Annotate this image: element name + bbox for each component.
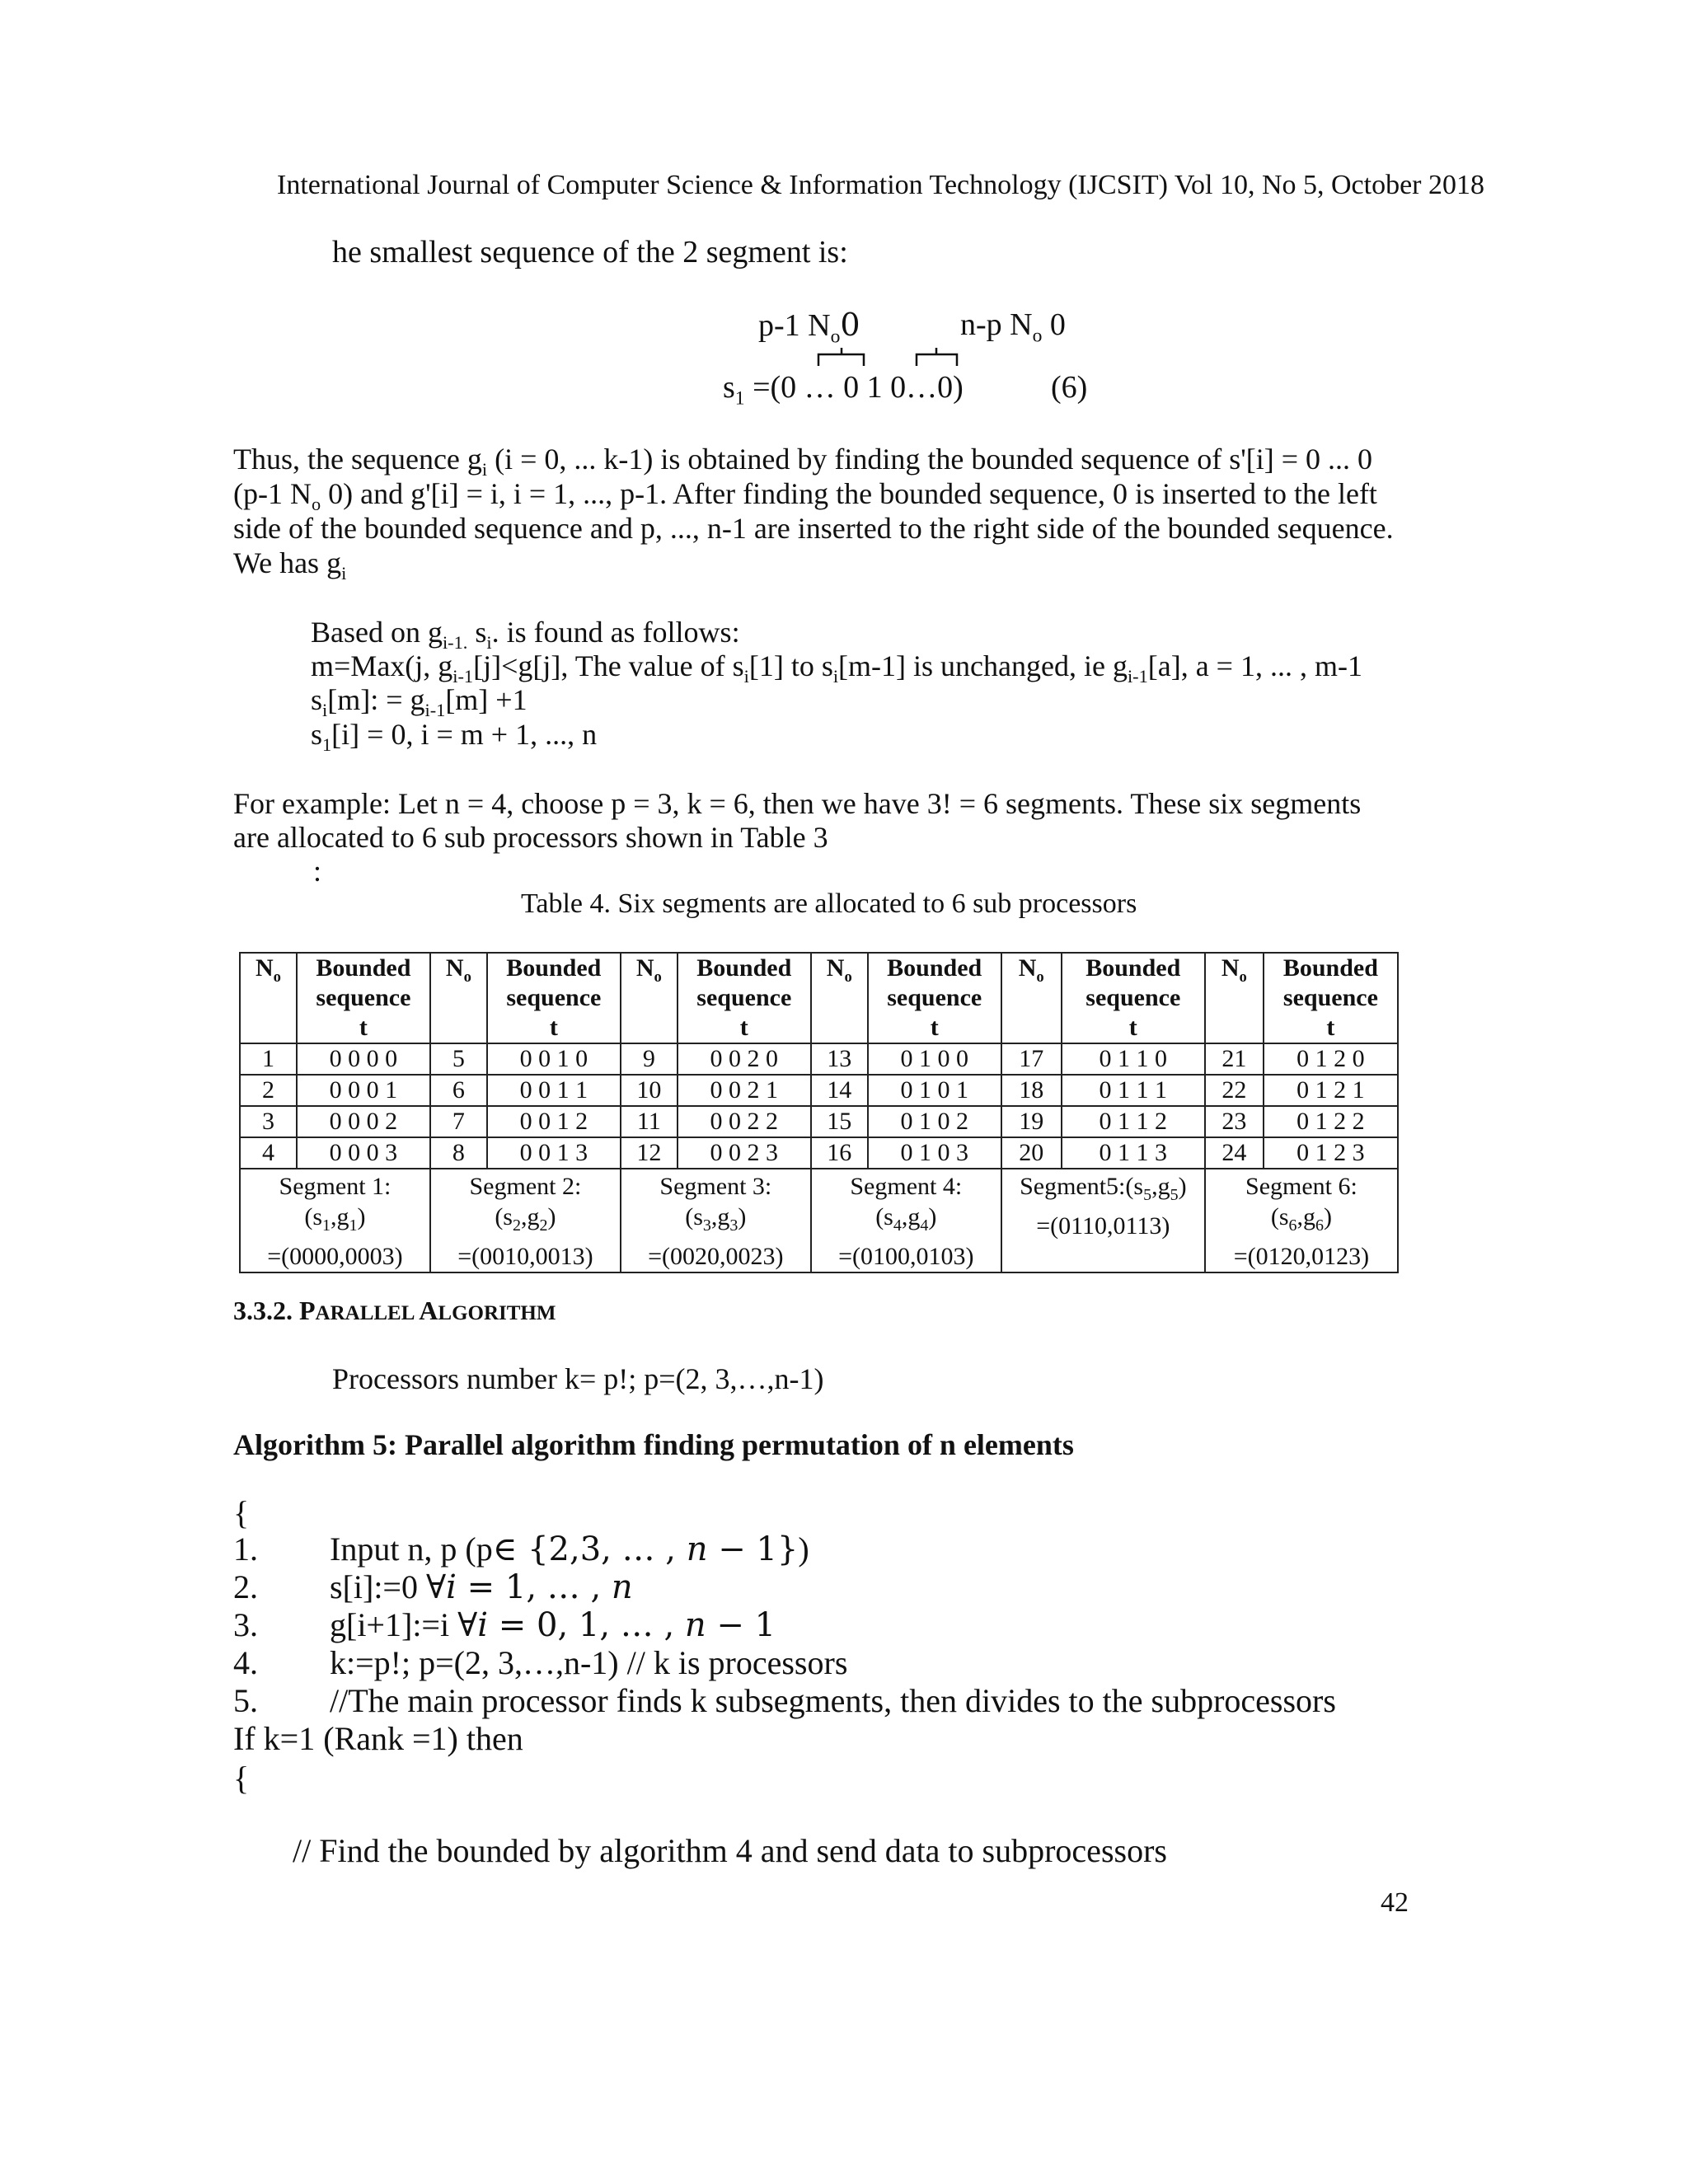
table-cell: 15 xyxy=(811,1106,868,1137)
header-bounded-sequence: Bounded sequence t xyxy=(297,953,430,1043)
segment-cell-3: Segment 3: $(s_3,g_3)$ =(0020,0023) xyxy=(621,1169,811,1272)
table-cell: 22 xyxy=(1205,1075,1264,1106)
based-line: Based on $g_{i-1.}$ $s_i$. is found as follows: xyxy=(311,616,740,654)
header-no: $N_o$ xyxy=(621,953,678,1043)
table-cell: 0 1 1 2 xyxy=(1062,1106,1205,1137)
step-number: 2. xyxy=(233,1568,258,1605)
table-cell: 0 0 2 2 xyxy=(678,1106,811,1137)
table-cell: 20 xyxy=(1001,1137,1062,1169)
table-cell: 11 xyxy=(621,1106,678,1137)
table-cell: 0 0 0 1 xyxy=(297,1075,430,1106)
section-heading: 3.3.2. PARALLEL ALGORITHM xyxy=(233,1296,556,1325)
step-text: //The main processor finds k subsegments, then divides to the subprocessors xyxy=(330,1682,1336,1719)
table-cell: 21 xyxy=(1205,1043,1264,1075)
table-cell: 0 0 0 3 xyxy=(297,1137,430,1169)
header-no: $N_o$ xyxy=(240,953,297,1043)
table-cell: 0 1 0 3 xyxy=(868,1137,1001,1169)
table-cell: 3 xyxy=(240,1106,297,1137)
segment-cell-2: Segment 2: $(s_2,g_2)$ =(0010,0013) xyxy=(430,1169,621,1272)
header-bounded-sequence: Bounded sequence t xyxy=(678,953,811,1043)
table-cell: 13 xyxy=(811,1043,868,1075)
header-bounded-sequence: Bounded sequence t xyxy=(868,953,1001,1043)
table-cell: 16 xyxy=(811,1137,868,1169)
table-cell: 0 1 1 0 xyxy=(1062,1043,1205,1075)
step-text: k:=p!; p=(2, 3,…,n-1) // k is processors xyxy=(330,1644,848,1681)
step-text: Input n, p (p∈ {2,3, … , n − 1}) xyxy=(330,1530,809,1568)
table-cell: 2 xyxy=(240,1075,297,1106)
step-number: 3. xyxy=(233,1606,258,1643)
table-cell: 0 0 0 2 xyxy=(297,1106,430,1137)
intro-line: he smallest sequence of the 2 segment is: xyxy=(332,235,848,269)
open-brace-2: { xyxy=(233,1760,250,1797)
step-text: g[i+1]:=i ∀i = 0, 1, … , n − 1 xyxy=(330,1606,776,1644)
table-row xyxy=(240,1043,1398,1075)
table-cell: 0 1 2 1 xyxy=(1264,1075,1398,1106)
table-cell: 0 0 0 0 xyxy=(297,1043,430,1075)
table-row xyxy=(240,1106,1398,1137)
brace-label-right: n-p $N_o$ 0 xyxy=(960,307,1066,347)
step-number: 5. xyxy=(233,1682,258,1719)
equation-body: $s_1 =(0$ … 0 1 0…0) xyxy=(723,370,964,410)
table-cell: 18 xyxy=(1001,1075,1062,1106)
journal-header: International Journal of Computer Science & Information Technology (IJCSIT) Vol 10, No 5, October 2018 xyxy=(277,170,1485,200)
open-brace: { xyxy=(233,1494,250,1531)
table-cell: 12 xyxy=(621,1137,678,1169)
table-cell: 0 0 2 1 xyxy=(678,1075,811,1106)
equation-number: (6) xyxy=(1051,370,1088,405)
algorithm-title: Algorithm 5: Parallel algorithm finding permutation of n elements xyxy=(233,1428,1074,1461)
header-bounded-sequence: Bounded sequence t xyxy=(487,953,621,1043)
table-cell: 19 xyxy=(1001,1106,1062,1137)
table-cell: 5 xyxy=(430,1043,487,1075)
brace-marks xyxy=(814,344,971,369)
header-no: $N_o$ xyxy=(430,953,487,1043)
header-no: $N_o$ xyxy=(1205,953,1264,1043)
segment-cell-1: Segment 1: $(s_1,g_1)$ =(0000,0003) xyxy=(240,1169,430,1272)
table-cell: 0 1 1 3 xyxy=(1062,1137,1205,1169)
table-caption: Table 4. Six segments are allocated to 6 sub processors xyxy=(521,888,1137,919)
table-cell: 23 xyxy=(1205,1106,1264,1137)
brace-label-left: p-1 $N_o0$ xyxy=(758,307,860,348)
page-number: 42 xyxy=(1381,1887,1409,1918)
segment-cell-4: Segment 4: $(s_4,g_4)$ =(0100,0103) xyxy=(811,1169,1001,1272)
header-no: $N_o$ xyxy=(811,953,868,1043)
processors-line: Processors number k= p!; p=(2, 3,…,n-1) xyxy=(332,1362,824,1395)
based-line: $s_1[i] = 0$, i = m + 1, ..., n xyxy=(311,718,598,756)
table-cell: 10 xyxy=(621,1075,678,1106)
based-line: $s_i[m]$: = $g_{i-1}[m] +1$ xyxy=(311,683,528,721)
table-cell: 9 xyxy=(621,1043,678,1075)
table-cell: 0 0 1 3 xyxy=(487,1137,621,1169)
table-cell: 0 0 2 3 xyxy=(678,1137,811,1169)
para-line: (p-1 $N_o$ 0) and g'[i] = i, i = 1, ..., p-1. After finding the bounded sequence, 0 is inserted to the left xyxy=(233,477,1377,515)
table-cell: 24 xyxy=(1205,1137,1264,1169)
table-header-row xyxy=(240,953,1398,1043)
header-no: $N_o$ xyxy=(1001,953,1062,1043)
table-cell: 17 xyxy=(1001,1043,1062,1075)
step-number: 4. xyxy=(233,1644,258,1681)
header-bounded-sequence: Bounded sequence t xyxy=(1062,953,1205,1043)
example-colon: : xyxy=(313,855,322,888)
table-cell: 0 1 0 2 xyxy=(868,1106,1001,1137)
table-cell: 0 1 2 0 xyxy=(1264,1043,1398,1075)
table-cell: 14 xyxy=(811,1075,868,1106)
segment-row xyxy=(240,1169,1398,1272)
table-row xyxy=(240,1075,1398,1106)
table-cell: 0 0 2 0 xyxy=(678,1043,811,1075)
table-cell: 0 1 0 1 xyxy=(868,1075,1001,1106)
para-line: Thus, the sequence $g_i$ (i = 0, ... k-1) is obtained by finding the bounded sequence of s'[i] = 0 ... 0 xyxy=(233,443,1372,480)
example-line: For example: Let n = 4, choose p = 3, k = 6, then we have 3! = 6 segments. These six segments xyxy=(233,787,1362,820)
segments-table xyxy=(239,952,1399,1273)
table-cell: 0 0 1 2 xyxy=(487,1106,621,1137)
table-cell: 7 xyxy=(430,1106,487,1137)
table-cell: 1 xyxy=(240,1043,297,1075)
table-cell: 0 0 1 0 xyxy=(487,1043,621,1075)
table-cell: 0 1 0 0 xyxy=(868,1043,1001,1075)
table-cell: 0 0 1 1 xyxy=(487,1075,621,1106)
para-line: side of the bounded sequence and p, ..., n-1 are inserted to the right side of the bounded sequence. xyxy=(233,512,1394,545)
step-number: 1. xyxy=(233,1530,258,1568)
table-cell: 0 1 2 2 xyxy=(1264,1106,1398,1137)
table-cell: 4 xyxy=(240,1137,297,1169)
para-line: We has $g_i$ xyxy=(233,546,347,584)
if-line: If k=1 (Rank =1) then xyxy=(233,1720,523,1757)
example-line: are allocated to 6 sub processors shown in Table 3 xyxy=(233,821,828,854)
table-cell: 6 xyxy=(430,1075,487,1106)
table-cell: 0 1 1 1 xyxy=(1062,1075,1205,1106)
table-cell: 0 1 2 3 xyxy=(1264,1137,1398,1169)
algorithm-comment: // Find the bounded by algorithm 4 and send data to subprocessors xyxy=(293,1832,1167,1869)
table-cell: 8 xyxy=(430,1137,487,1169)
step-text: s[i]:=0 ∀i = 1, … , n xyxy=(330,1568,633,1606)
segment-cell-5: $Segment5:(s_5,g_5)$ =(0110,0113) xyxy=(1001,1169,1205,1272)
based-line: m=Max(j, $g_{i-1}[j]<g[j]$, The value of $s_i[1]$ to $s_i[m-1]$ is unchanged, ie $g_{i-1}[a]$, a = 1, ... , m-1 xyxy=(311,649,1362,687)
segment-cell-6: Segment 6: $(s_6,g_6)$ =(0120,0123) xyxy=(1205,1169,1398,1272)
table-row xyxy=(240,1137,1398,1169)
header-bounded-sequence: Bounded sequence t xyxy=(1264,953,1398,1043)
